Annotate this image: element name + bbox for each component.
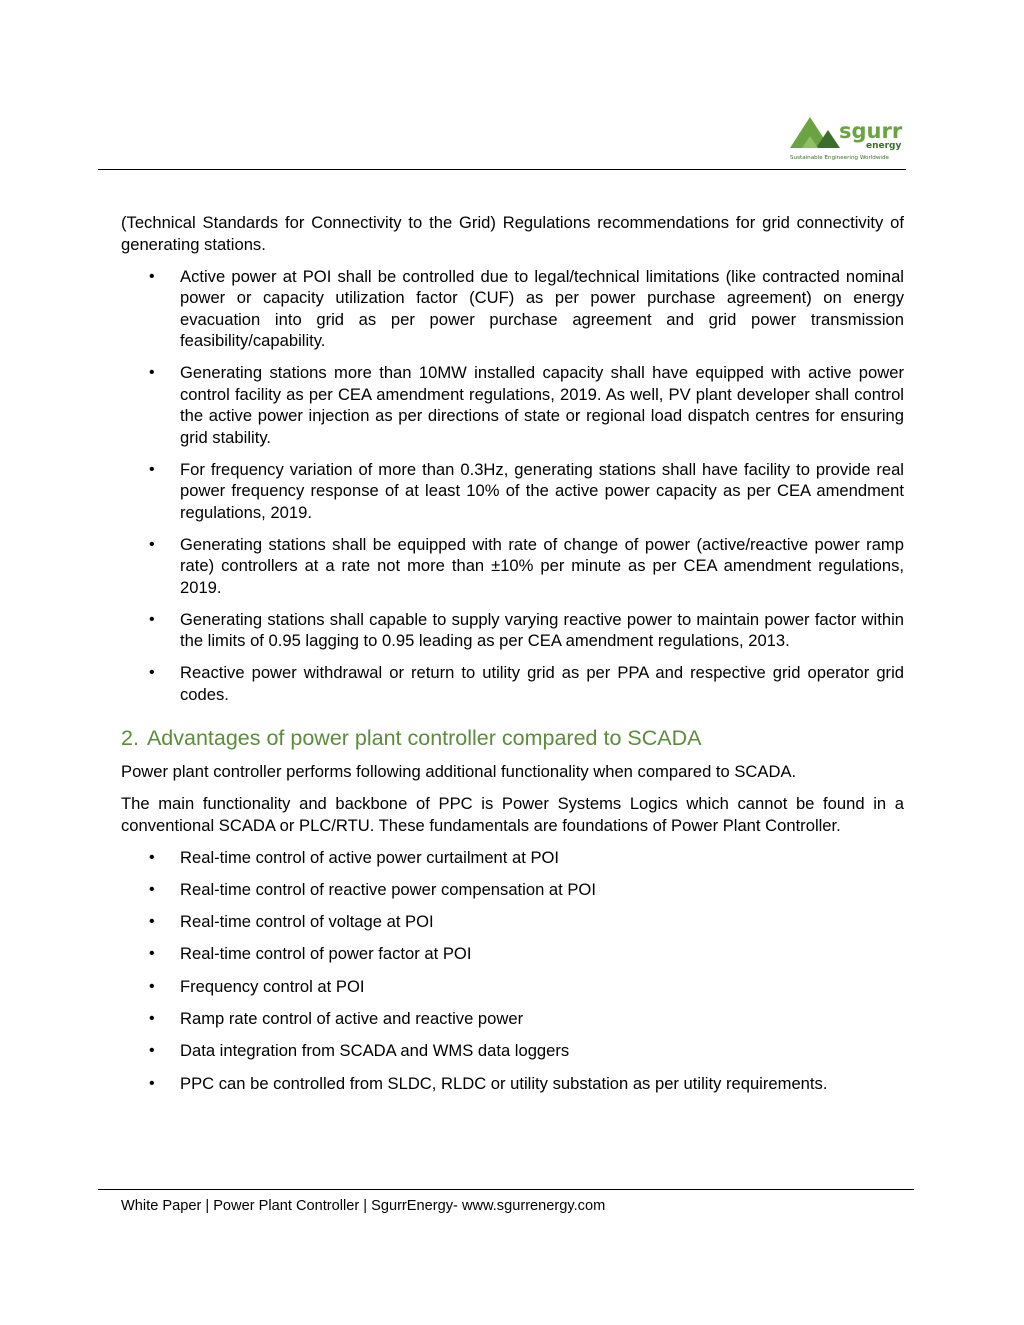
list-item xyxy=(121,1040,904,1062)
list-item-text: Ramp rate control of active and reactive power xyxy=(180,1008,524,1028)
bullet-icon: • xyxy=(149,848,155,866)
list-item-text: For frequency variation of more than 0.3Hz, generating stations shall have facility to provide real power frequency response of at least 10% of the active power capacity as per CEA amendment regulations, 2019. xyxy=(180,459,904,522)
intro-paragraph: (Technical Standards for Connectivity to the Grid) Regulations recommendations for grid connectivity of generating stations. xyxy=(121,213,904,254)
header-rule xyxy=(98,169,906,170)
footer-text: White Paper | Power Plant Controller | SgurrEnergy- www.sgurrenergy.com xyxy=(121,1198,606,1214)
list-item xyxy=(121,534,904,599)
bullet-icon: • xyxy=(149,1074,155,1092)
list-item xyxy=(121,847,904,869)
list-item-text: Active power at POI shall be controlled due to legal/technical limitations (like contracted nominal power or capacity utilization factor (CUF) as per power purchase agreement) on energy evacuation into grid as per power purchase agreement and grid power transmission feasibility/capability. xyxy=(180,266,904,350)
bullet-icon: • xyxy=(149,880,155,898)
bullet-icon: • xyxy=(149,364,155,381)
list-item xyxy=(121,662,904,705)
list-item xyxy=(121,943,904,965)
list-item xyxy=(121,911,904,933)
logo-tagline: Sustainable Engineering Worldwide xyxy=(790,155,889,161)
bullet-icon: • xyxy=(149,1042,155,1060)
features-list xyxy=(121,847,904,1095)
list-item xyxy=(121,459,904,524)
bullet-icon: • xyxy=(149,535,155,553)
bullet-icon: • xyxy=(149,1009,155,1027)
section-title: Advantages of power plant controller compared to SCADA xyxy=(146,726,702,750)
section-paragraph-2: The main functionality and backbone of PPC is Power Systems Logics which cannot be found in a conventional SCADA or PLC/RTU. These fundamentals are foundations of Power Plant Controller. xyxy=(121,794,904,835)
list-item-text: Real-time control of reactive power compensation at POI xyxy=(180,879,596,899)
list-item-text: Real-time control of active power curtailment at POI xyxy=(180,847,560,867)
list-item xyxy=(121,879,904,901)
bullet-icon: • xyxy=(149,460,155,478)
section-paragraph-1: Power plant controller performs following additional functionality when compared to SCADA. xyxy=(121,762,797,781)
bullet-icon: • xyxy=(149,267,155,285)
sgurr-energy-logo xyxy=(786,114,906,164)
bullet-icon: • xyxy=(149,913,155,931)
list-item-text: Real-time control of power factor at POI xyxy=(180,944,472,964)
list-item-text: Data integration from SCADA and WMS data loggers xyxy=(180,1041,570,1061)
list-item-text: Frequency control at POI xyxy=(180,976,365,996)
list-item-text: Real-time control of voltage at POI xyxy=(180,912,434,932)
list-item xyxy=(121,1008,904,1030)
list-item xyxy=(121,976,904,998)
list-item-text: PPC can be controlled from SLDC, RLDC or utility substation as per utility requirements. xyxy=(180,1073,828,1093)
logo-brand-top: sgurr xyxy=(839,119,903,143)
logo-brand-bottom: energy xyxy=(866,141,902,151)
list-item xyxy=(121,266,904,352)
requirements-list xyxy=(121,266,904,706)
bullet-icon: • xyxy=(149,610,155,628)
section-number: 2. xyxy=(121,726,139,750)
section-heading xyxy=(121,725,904,751)
footer-rule xyxy=(98,1189,914,1190)
list-item-text: Reactive power withdrawal or return to utility grid as per PPA and respective grid operator grid codes. xyxy=(180,663,904,704)
bullet-icon: • xyxy=(149,664,155,681)
page-content xyxy=(121,212,904,1105)
list-item-text: Generating stations more than 10MW installed capacity shall have equipped with active power control facility as per CEA amendment regulations, 2019. As well, PV plant developer shall control the active power injection as per directions of state or regional load dispatch centres for ensuring grid stability. xyxy=(180,363,904,447)
bullet-icon: • xyxy=(149,945,155,963)
list-item-text: Generating stations shall capable to supply varying reactive power to maintain power factor within the limits of 0.95 lagging to 0.95 leading as per CEA amendment regulations, 2013. xyxy=(180,609,904,650)
list-item xyxy=(121,1073,904,1095)
bullet-icon: • xyxy=(149,977,155,995)
list-item-text: Generating stations shall be equipped with rate of change of power (active/reactive power ramp rate) controllers at a rate not more than ±10% per minute as per CEA amendment regulations, 2019. xyxy=(180,534,904,597)
list-item xyxy=(121,609,904,652)
list-item xyxy=(121,362,904,448)
